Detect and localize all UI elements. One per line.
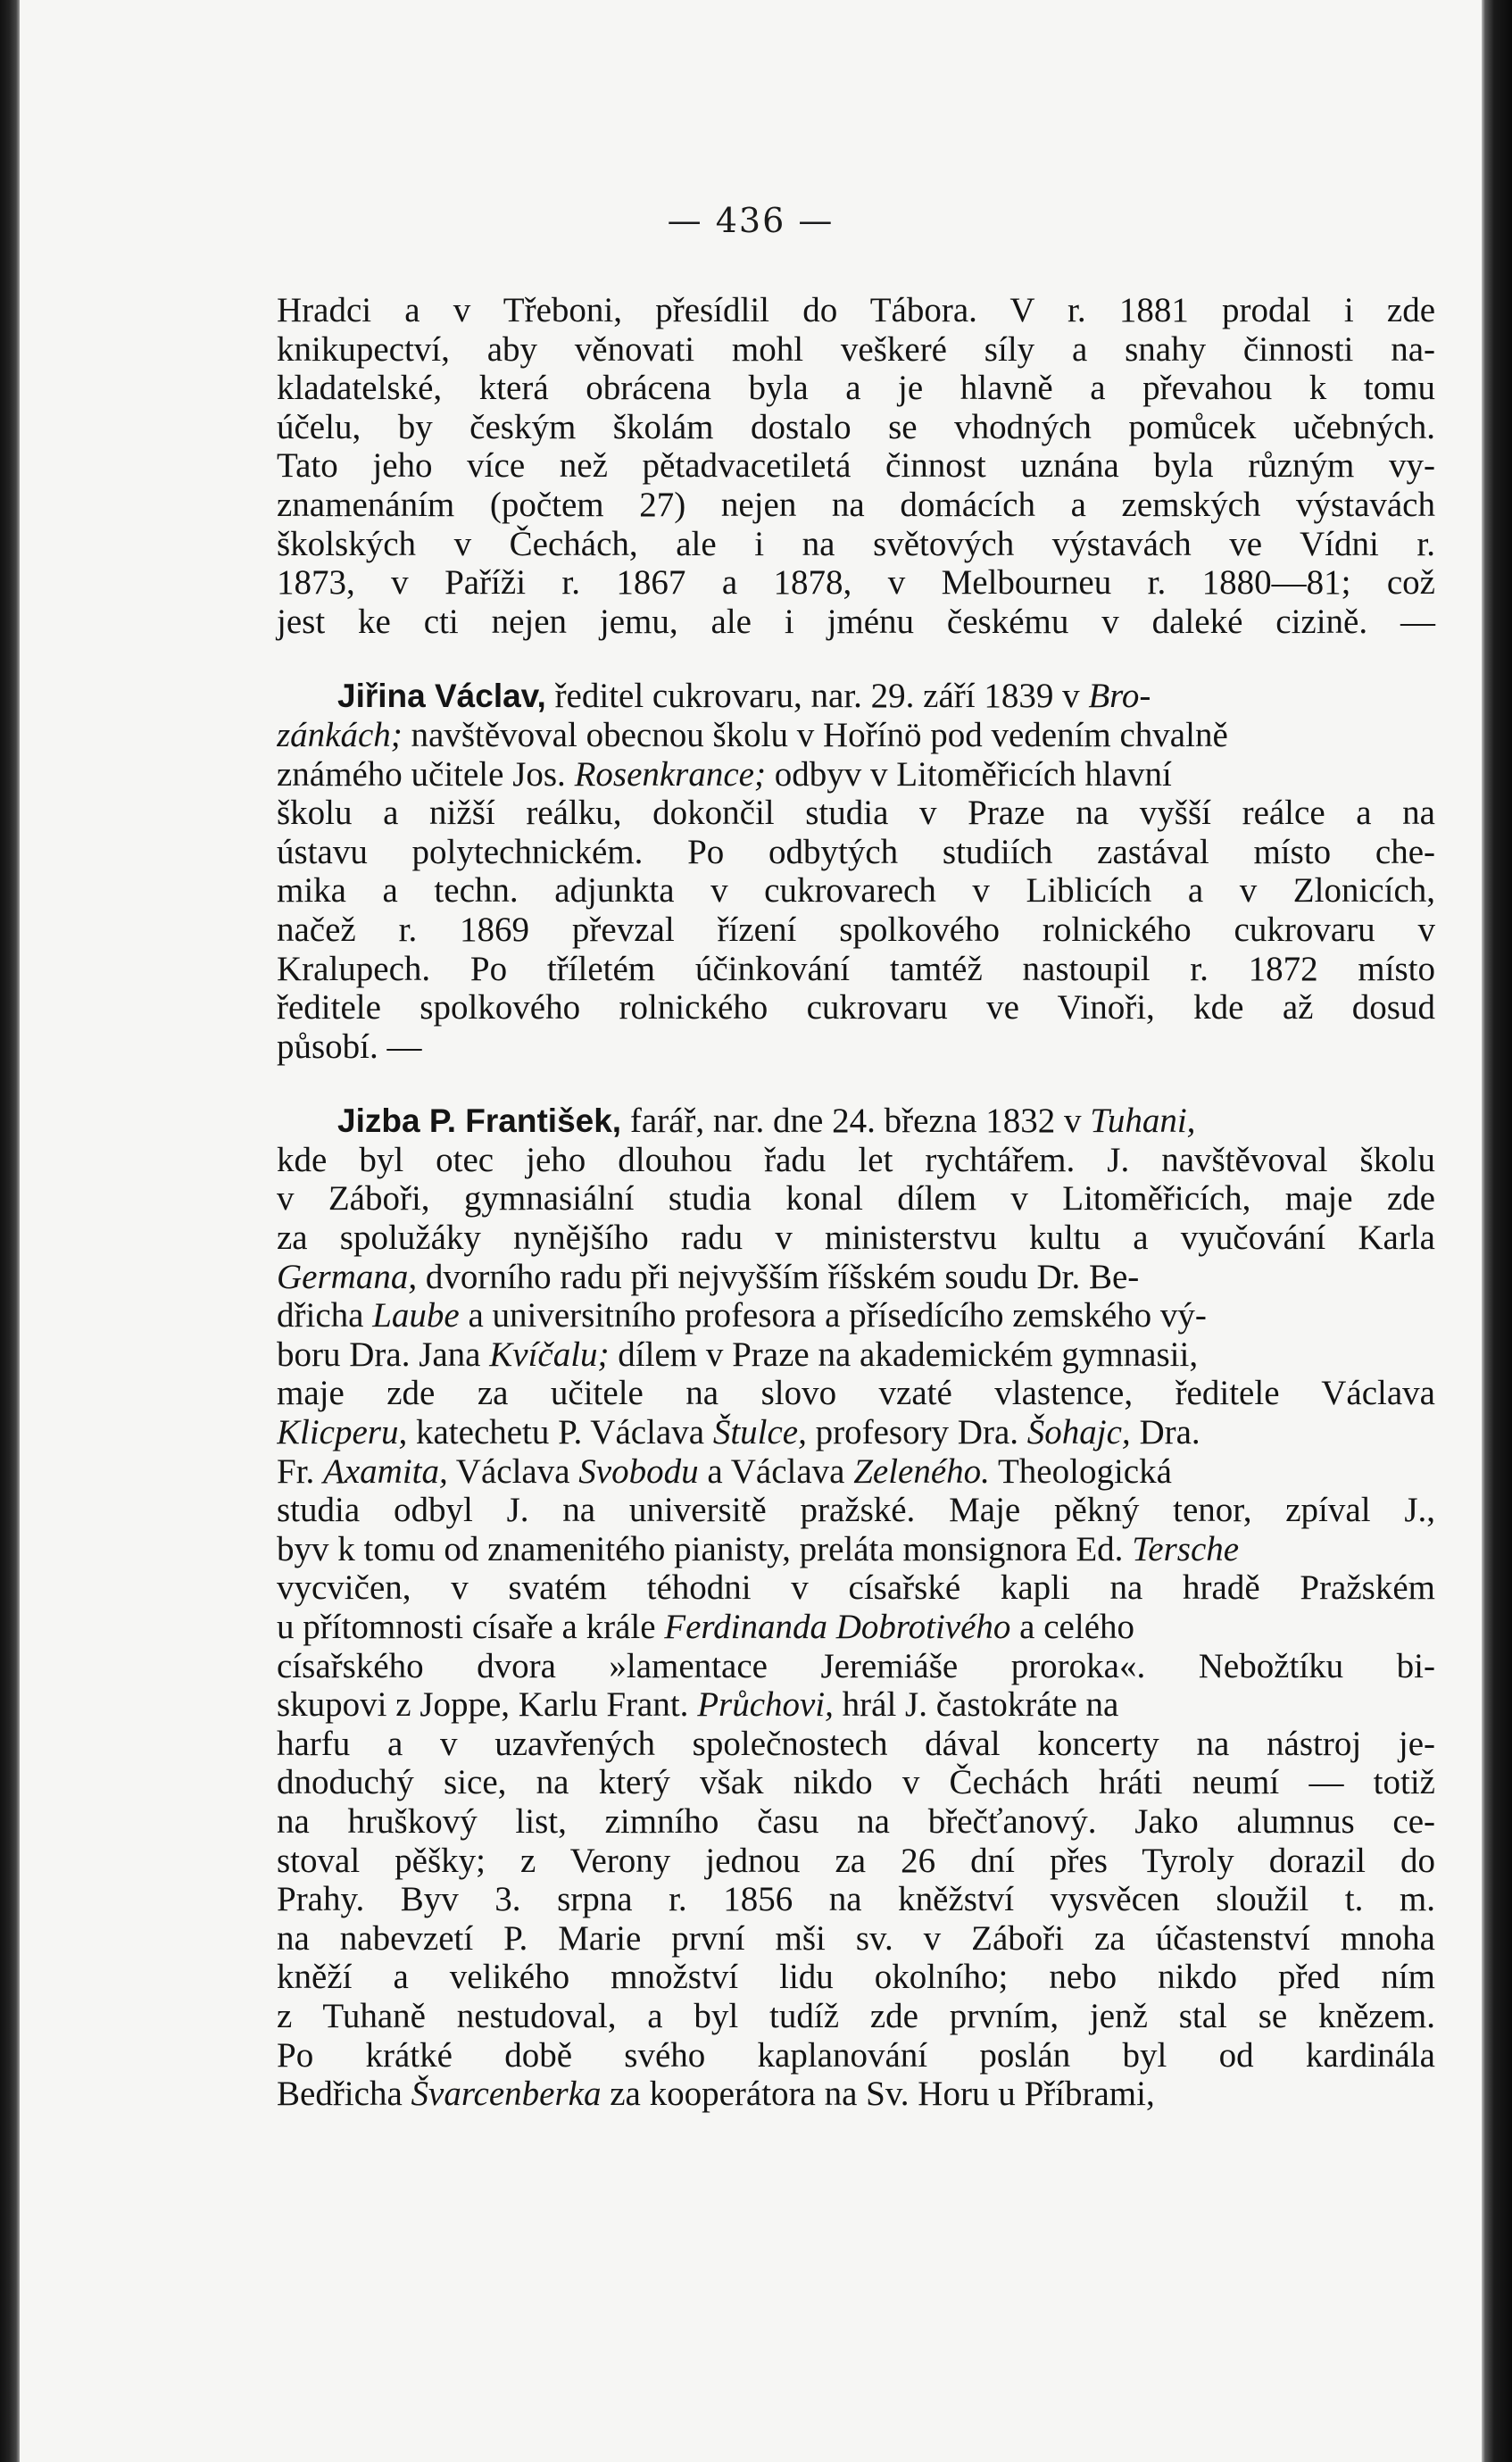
text-line: dnoduchý sice, na který však nikdo v Čechách hráti neumí — totiž: [277, 1763, 1435, 1802]
text-line: knikupectví, aby věnovati mohl veškeré síly a snahy činnosti na-: [277, 329, 1435, 369]
text-line: Kralupech. Po tříletém účinkování tamtéž nastoupil r. 1872 místo: [277, 949, 1435, 988]
text-line: studia odbyl J. na universitě pražské. Maje pěkný tenor, zpíval J.,: [277, 1491, 1435, 1530]
page-text: [277, 291, 1435, 2114]
text-line: na hruškový list, zimního času na břečťanový. Jako alumnus ce-: [277, 1801, 1435, 1841]
text-line: znamenáním (počtem 27) nejen na domácích a zemských výstavách: [277, 485, 1435, 524]
text-line: známého učitele Jos. Rosenkrance; odbyv v Litoměřicích hlavní: [277, 754, 1172, 794]
text-line: kde byl otec jeho dlouhou řadu let rychtářem. J. navštěvoval školu: [277, 1140, 1435, 1179]
text-line: školu a nižší reálku, dokončil studia v Praze na vyšší reálce a na: [277, 794, 1435, 833]
text-line: na nabevzetí P. Marie první mši sv. v Záboři za účastenství mnoha: [277, 1918, 1435, 1958]
text-line: Jiřina Václav, ředitel cukrovaru, nar. 29. září 1839 v Bro-: [337, 677, 1151, 716]
text-line: 1873, v Paříži r. 1867 a 1878, v Melbourneu r. 1880—81; což: [277, 563, 1435, 603]
text-line: vycvičen, v svatém téhodni v císařské kapli na hradě Pražském: [277, 1568, 1435, 1608]
text-line: Germana, dvorního radu při nejvyšším říšském soudu Dr. Be-: [277, 1257, 1140, 1296]
text-line: Bedřicha Švarcenberka za kooperátora na Sv. Horu u Příbrami,: [277, 2075, 1155, 2114]
text-line: v Záboři, gymnasiální studia konal dílem v Litoměřicích, maje zde: [277, 1179, 1435, 1219]
text-line: boru Dra. Jana Kvíčalu; dílem v Praze na akademickém gymnasii,: [277, 1335, 1199, 1374]
text-line: za spolužáky nynějšího radu v ministerstvu kultu a vyučování Karla: [277, 1219, 1435, 1258]
text-line: jest ke cti nejen jemu, ale i jménu českému v daleké cizině. —: [277, 602, 1435, 641]
text-line: skupovi z Joppe, Karlu Frant. Průchovi, hrál J. častokráte na: [277, 1685, 1119, 1725]
paragraph-3: [277, 1102, 1435, 2113]
text-line: Fr. Axamita, Václava Svobodu a Václava Zeleného. Theologická: [277, 1451, 1172, 1491]
text-line: kněží a velikého množství lidu okolního; nebo nikdo před ním: [277, 1958, 1435, 1997]
book-page: [20, 0, 1482, 2462]
text-line: Prahy. Byv 3. srpna r. 1856 na kněžství vysvěcen sloužil t. m.: [277, 1880, 1435, 1919]
text-line: dřicha Laube a universitního profesora a přísedícího zemského vý-: [277, 1296, 1207, 1335]
text-line: ústavu polytechnickém. Po odbytých studiích zastával místo che-: [277, 832, 1435, 871]
paragraph-1: [277, 291, 1435, 641]
text-line: Klicperu, katechetu P. Václava Štulce, profesory Dra. Šohajc, Dra.: [277, 1413, 1200, 1452]
paragraph-2: [277, 677, 1435, 1066]
text-line: načež r. 1869 převzal řízení spolkového rolnického cukrovaru v: [277, 910, 1435, 949]
text-line: kladatelské, která obrácena byla a je hlavně a převahou k tomu: [277, 369, 1435, 408]
text-line: maje zde za učitele na slovo vzaté vlastence, ředitele Václava: [277, 1374, 1435, 1413]
text-line: mika a techn. adjunkta v cukrovarech v Liblicích a v Zlonicích,: [277, 871, 1435, 911]
text-line: Tato jeho více než pětadvacetiletá činnost uznána byla různým vy-: [277, 446, 1435, 486]
text-line: stoval pěšky; z Verony jednou za 26 dní přes Tyroly dorazil do: [277, 1841, 1435, 1880]
text-line: působí. —: [277, 1027, 422, 1066]
text-line: zánkách; navštěvoval obecnou školu v Hořínö pod vedením chvalně: [277, 715, 1228, 754]
text-line: u přítomnosti císaře a krále Ferdinanda Dobrotivého a celého: [277, 1608, 1134, 1646]
text-line: císařského dvora »lamentace Jeremiáše proroka«. Nebožtíku bi-: [277, 1646, 1435, 1685]
text-line: Jizba P. František, farář, nar. dne 24. března 1832 v Tuhani,: [337, 1102, 1196, 1141]
text-line: Po krátké době svého kaplanování poslán byl od kardinála: [277, 2035, 1435, 2075]
entry-name: Jizba P. František,: [337, 1102, 622, 1140]
scan-border-right: [1482, 0, 1512, 2462]
text-line: školských v Čechách, ale i na světových výstavách ve Vídni r.: [277, 524, 1435, 563]
text-line: ředitele spolkového rolnického cukrovaru ve Vinoři, kde až dosud: [277, 988, 1435, 1027]
text-line: Hradci a v Třeboni, přesídlil do Tábora. V r. 1881 prodal i zde: [277, 291, 1435, 329]
page-number: — 436 —: [667, 201, 835, 240]
text-line: harfu a v uzavřených společnostech dával koncerty na nástroj je-: [277, 1724, 1435, 1763]
scan-border-left: [0, 0, 20, 2462]
text-line: účelu, by českým školám dostalo se vhodných pomůcek učebných.: [277, 407, 1435, 446]
entry-name: Jiřina Václav,: [337, 678, 546, 715]
text-line: z Tuhaně nestudoval, a byl tudíž zde prvním, jenž stal se knězem.: [277, 1996, 1435, 2035]
text-line: byv k tomu od znamenitého pianisty, preláta monsignora Ed. Tersche: [277, 1529, 1240, 1568]
